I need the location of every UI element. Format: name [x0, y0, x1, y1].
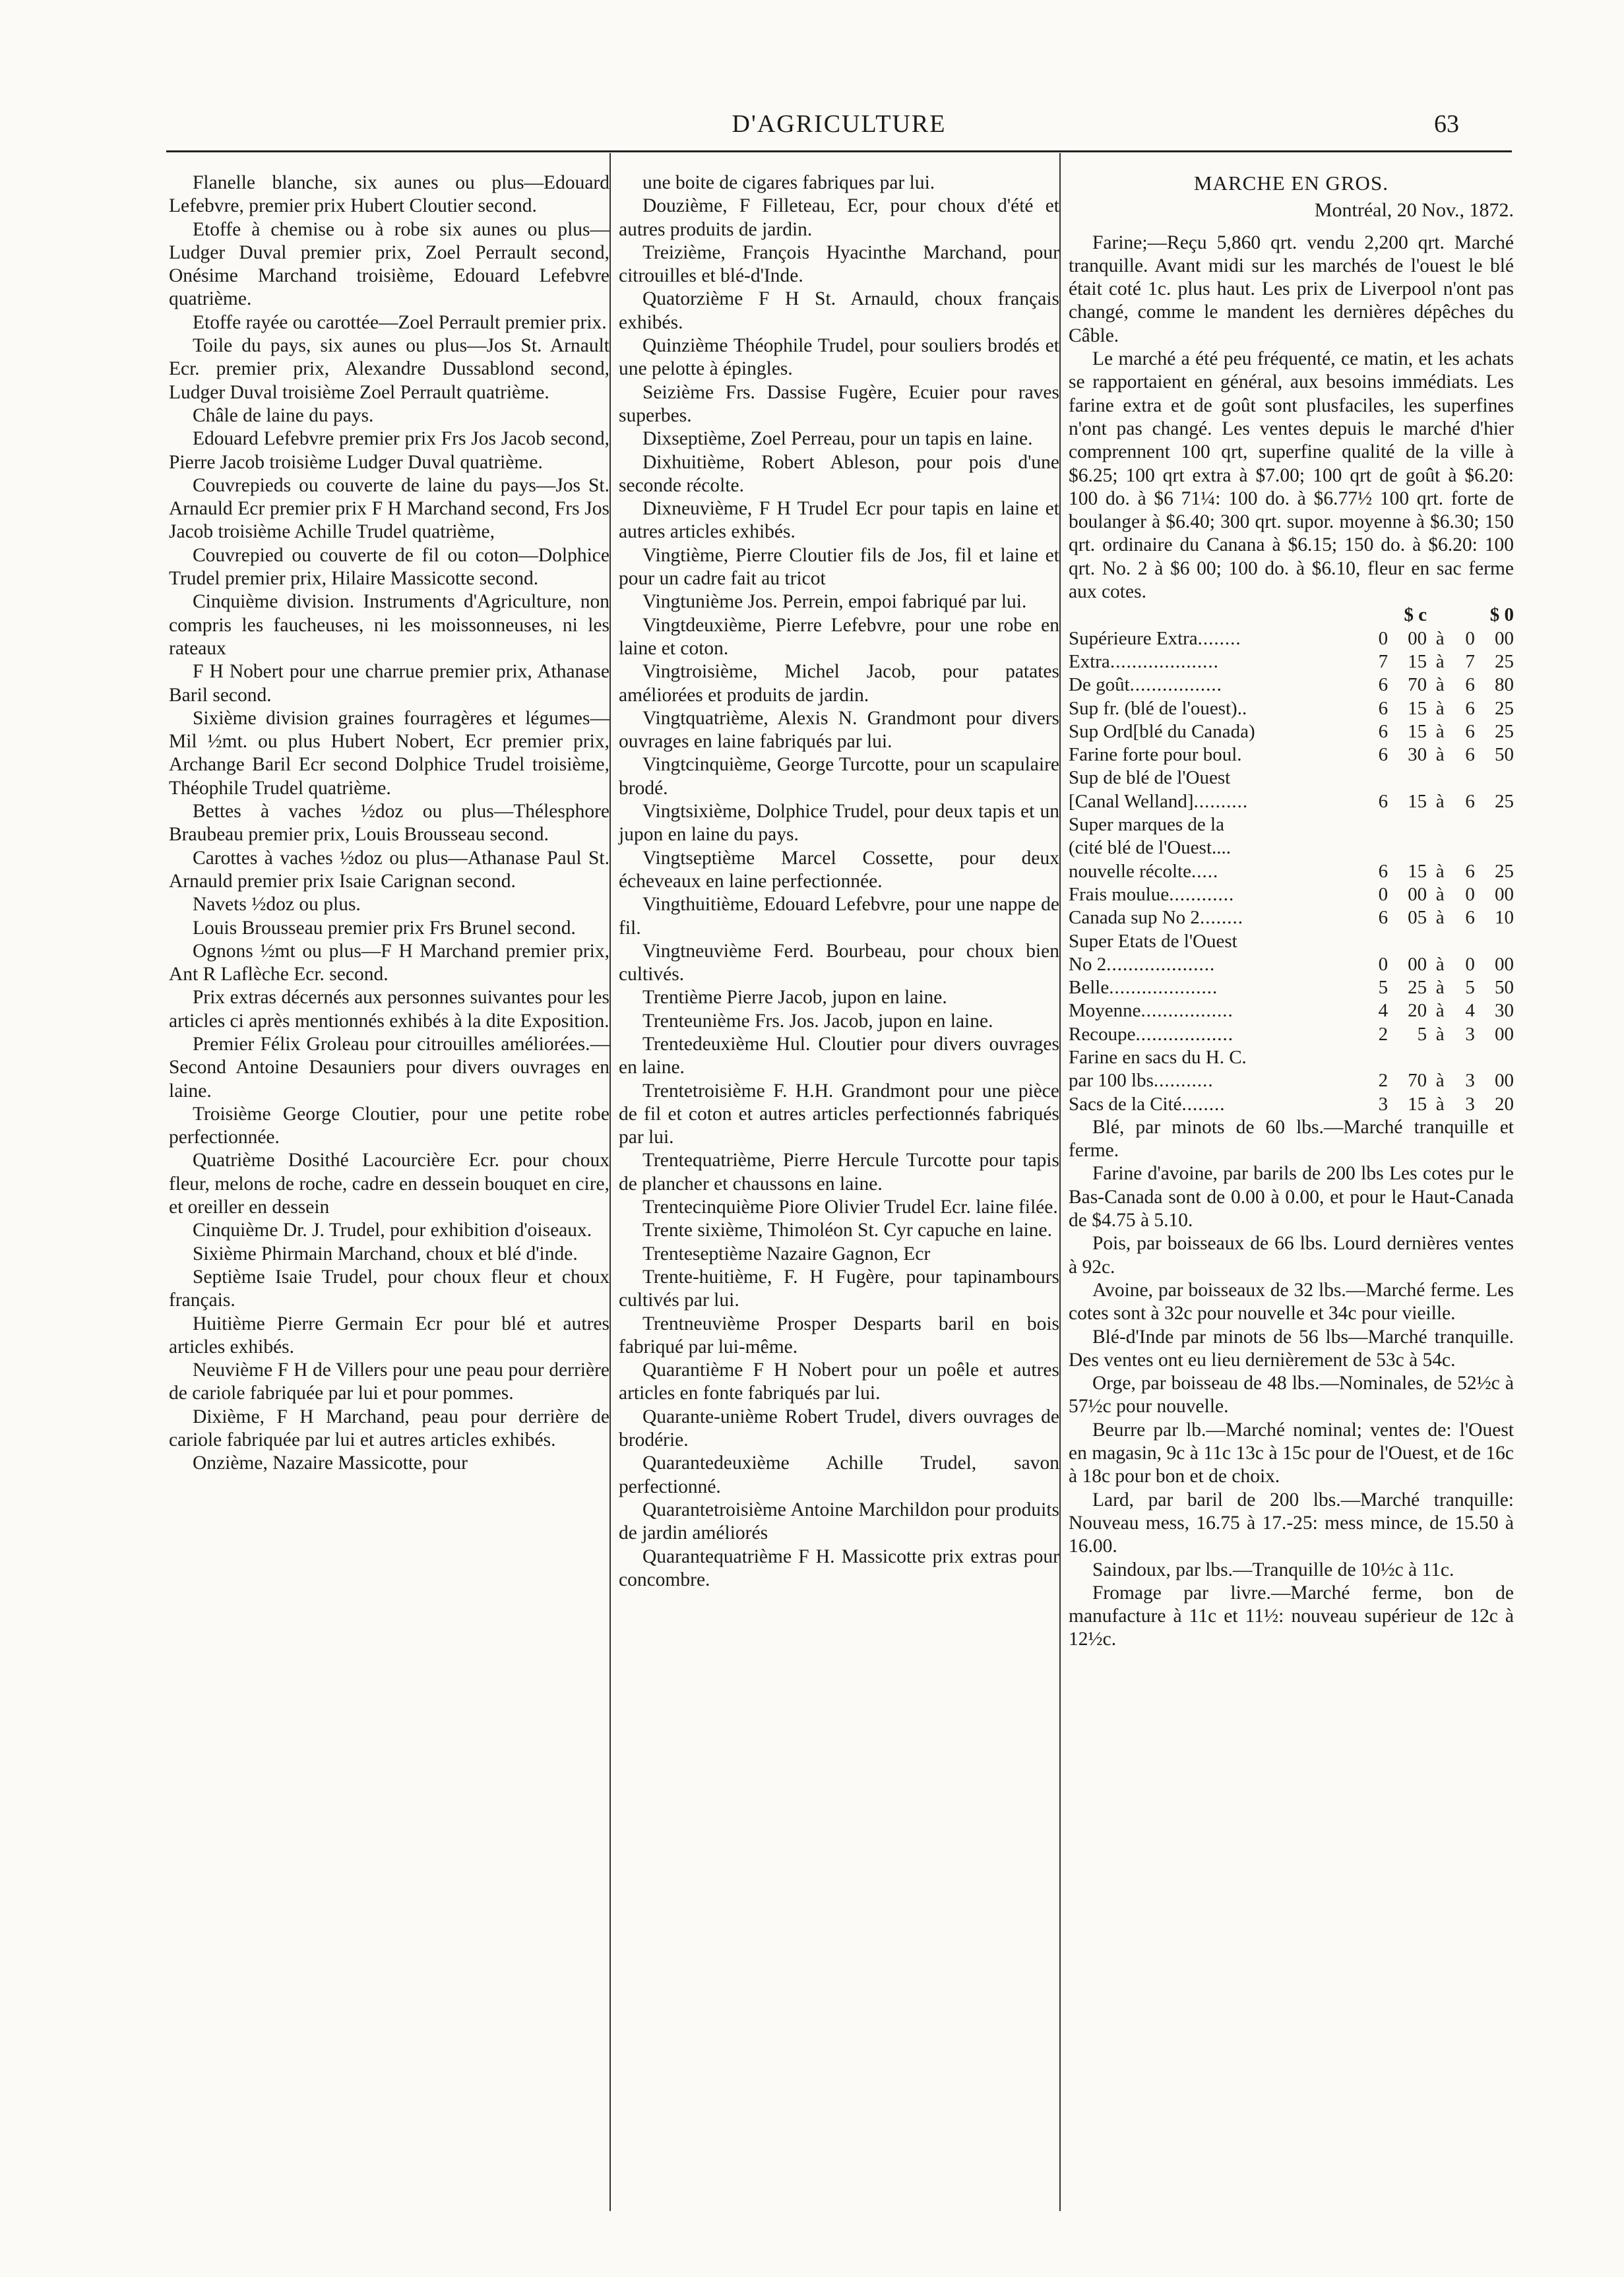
- price-label: Extra: [1069, 650, 1110, 672]
- prize-entry: Dixième, F H Marchand, peau pour derrière de cariole fabriquée par lui et autres articles exhibés.: [169, 1406, 609, 1451]
- price-separator: à: [1435, 1000, 1445, 1022]
- price-separator: [1427, 813, 1453, 836]
- price-table: [1069, 604, 1514, 1116]
- price-from-dollars: 6: [1378, 860, 1389, 882]
- price-label: Belle: [1069, 977, 1109, 999]
- prize-entry: Neuvième F H de Villers pour une peau pour derrière de cariole fabriquée par lui et pour pommes.: [169, 1359, 609, 1404]
- price-separator: à: [1435, 790, 1445, 812]
- dateline: Montréal, 20 Nov., 1872.: [1314, 199, 1514, 222]
- price-from-cents: 30: [1408, 744, 1427, 766]
- price-from-cents: 00: [1408, 883, 1427, 905]
- prize-entry: Edouard Lefebvre premier prix Frs Jos Jacob second, Pierre Jacob troisième Ludger Duval quatrième.: [169, 428, 609, 473]
- market-paragraph: Le marché a été peu fréquenté, ce matin, et les achats se rapportaient en général, aux besoins immédiats. Les farine extra et de goût sont plusfaciles, les superfines n'ont pas changé. Les ventes depuis le marché d'hier comprennent 100 qrt, superfine qualité de la ville à $6.25; 100 qrt extra à $7.00; 100 qrt de goût à $6.20: 100 do. à $6 71¼: 100 do. à $6.77½ 100 qrt. forte de boulanger à $6.40; 300 qrt. supor. moyenne à $6.30; 150 qrt. ordinaire du Canana à $6.15; 150 do. à $6.20: 100 qrt. No. 2 à $6 00; 100 do. à $6.10, fleur en sac ferme aux cotes.: [1069, 348, 1514, 603]
- prize-entry: Dixseptième, Zoel Perreau, pour un tapis en laine.: [642, 428, 1033, 450]
- market-paragraph: Lard, par baril de 200 lbs.—Marché tranquille: Nouveau mess, 16.75 à 17.-25: mess mince, de 15.50 à 16.00.: [1069, 1489, 1514, 1557]
- leader-dots: ....................: [1109, 977, 1218, 999]
- running-title: D'AGRICULTURE: [732, 110, 947, 138]
- prize-entry: Quarantequatrième F H. Massicotte prix extras pour concombre.: [619, 1545, 1059, 1590]
- price-to-cents: 00: [1495, 1023, 1514, 1045]
- market-paragraph: Saindoux, par lbs.—Tranquille de 10½c à 11c.: [1092, 1559, 1454, 1580]
- prize-entry: Carottes à vaches ½doz ou plus—Athanase Paul St. Arnauld premier prix Isaie Carignan second.: [169, 847, 609, 892]
- leader-dots: ..........: [1193, 790, 1249, 812]
- market-paragraph: Blé-d'Inde par minots de 56 lbs—Marché tranquille. Des ventes ont eu lieu dernièrement de 53c à 54c.: [1069, 1326, 1514, 1371]
- price-from-cents: 15: [1408, 720, 1427, 742]
- prize-entry: Onzième, Nazaire Massicotte, pour: [193, 1452, 468, 1474]
- prize-entry: Dixneuvième, F H Trudel Ecr pour tapis en laine et autres articles exhibés.: [619, 498, 1059, 543]
- price-to-dollars: [1453, 766, 1475, 790]
- prize-entry: Bettes à vaches ½doz ou plus—Thélesphore Braubeau premier prix, Louis Brousseau second.: [169, 801, 609, 846]
- market-paragraph: Farine d'avoine, par barils de 200 lbs Les cotes pur le Bas-Canada sont de 0.00 à 0.00, et pour le Haut-Canada de $4.75 à 5.10.: [1069, 1163, 1514, 1232]
- price-from-dollars: 6: [1378, 907, 1389, 929]
- leader-dots: .................: [1140, 1000, 1234, 1022]
- prize-entry: Cinquième division. Instruments d'Agriculture, non compris les faucheuses, ni les moissonneuses, ni les rateaux: [169, 591, 609, 659]
- price-row: [1069, 906, 1514, 929]
- price-from-dollars: 6: [1378, 697, 1389, 719]
- prize-entry: Vingtneuvième Ferd. Bourbeau, pour choux bien cultivés.: [619, 940, 1059, 985]
- price-row: [1069, 627, 1514, 650]
- price-label: Farine forte pour boul.: [1069, 744, 1242, 766]
- price-row: [1069, 999, 1514, 1022]
- price-to-dollars: 0: [1465, 953, 1475, 975]
- price-to-dollars: 0: [1465, 627, 1475, 649]
- price-from-cents: 15: [1408, 790, 1427, 812]
- market-paragraph: Orge, par boisseau de 48 lbs.—Nominales, de 52½c à 57½c pour nouvelle.: [1069, 1373, 1514, 1418]
- column-divider-1: [609, 153, 611, 2211]
- prize-entry: Trenteunième Frs. Jos. Jacob, jupon en laine.: [642, 1010, 993, 1032]
- price-from-cents: 70: [1408, 1070, 1427, 1092]
- price-from-cents: [1388, 930, 1427, 953]
- price-header-to: $ 0: [1489, 604, 1514, 626]
- price-separator: à: [1435, 1093, 1445, 1115]
- market-heading: MARCHE EN GROS.: [1194, 172, 1389, 195]
- price-label: Farine en sacs du H. C.: [1069, 1046, 1247, 1068]
- prize-entry: Huitième Pierre Germain Ecr pour blé et autres articles exhibés.: [169, 1313, 609, 1357]
- price-to-cents: 00: [1495, 953, 1514, 975]
- market-paragraph: Avoine, par boisseaux de 32 lbs.—Marché ferme. Les cotes sont à 32c pour nouvelle et 34c pour vieille.: [1069, 1279, 1514, 1325]
- price-row: [1069, 883, 1514, 906]
- price-label: Recoupe: [1069, 1023, 1136, 1045]
- price-label: Super marques de la: [1069, 814, 1224, 836]
- price-from-dollars: 2: [1378, 1023, 1389, 1045]
- prize-entry: Quarantième F H Nobert pour un poêle et autres articles en fonte fabriqués par lui.: [619, 1359, 1059, 1404]
- column-1: [169, 172, 609, 1476]
- price-to-cents: [1475, 766, 1514, 790]
- price-from-dollars: 6: [1378, 720, 1389, 742]
- price-to-cents: 80: [1495, 674, 1514, 696]
- price-separator: à: [1435, 860, 1445, 882]
- header-rule: [166, 150, 1512, 152]
- price-separator: à: [1435, 697, 1445, 719]
- price-row: [1069, 1069, 1514, 1092]
- price-label: (cité blé de l'Ouest....: [1069, 837, 1232, 859]
- price-label: Sup fr. (blé de l'ouest)..: [1069, 697, 1247, 719]
- price-separator: à: [1435, 650, 1445, 672]
- price-from-dollars: 0: [1378, 953, 1389, 975]
- price-label: par 100 lbs: [1069, 1070, 1154, 1092]
- market-paragraph: Blé, par minots de 60 lbs.—Marché tranquille et ferme.: [1069, 1116, 1514, 1162]
- price-from-dollars: 4: [1378, 1000, 1389, 1022]
- price-to-cents: 25: [1495, 697, 1514, 719]
- leader-dots: ....................: [1109, 650, 1219, 672]
- price-to-cents: 25: [1495, 720, 1514, 742]
- price-from-cents: [1388, 836, 1427, 859]
- price-row: [1069, 1023, 1514, 1046]
- market-paragraph: Fromage par livre.—Marché ferme, bon de manufacture à 11c et 11½: nouveau supérieur de 12c à 12½c.: [1069, 1582, 1514, 1650]
- price-row: [1069, 697, 1514, 720]
- prize-entry: Toile du pays, six aunes ou plus—Jos St. Arnault Ecr. premier prix, Alexandre Dussablond second, Ludger Duval troisième Zoel Perrault quatrième.: [169, 335, 609, 403]
- price-from-dollars: [1366, 766, 1388, 790]
- price-from-dollars: 6: [1378, 674, 1389, 696]
- prize-entry: Trentième Pierre Jacob, jupon en laine.: [642, 987, 947, 1009]
- price-header-from: $ c: [1404, 604, 1427, 626]
- price-label: De goût: [1069, 674, 1130, 696]
- price-from-dollars: 2: [1378, 1070, 1389, 1092]
- price-to-dollars: 3: [1465, 1093, 1475, 1115]
- prize-entry: une boite de cigares fabriques par lui.: [642, 172, 935, 193]
- price-from-cents: 15: [1408, 650, 1427, 672]
- prize-entry: Sixième division graines fourragères et légumes—Mil ½mt. ou plus Hubert Nobert, Ecr premier prix, Archange Baril Ecr second Dolphice Trudel troisième, Théophile Trudel quatrième.: [169, 707, 609, 799]
- market-intro: [1069, 232, 1514, 604]
- price-to-cents: 00: [1495, 1070, 1514, 1092]
- price-to-dollars: [1453, 1046, 1475, 1069]
- prize-entry: Treizième, François Hyacinthe Marchand, pour citrouilles et blé-d'Inde.: [619, 241, 1059, 287]
- page-number: 63: [1434, 110, 1459, 138]
- prize-entry: Douzième, F Filleteau, Ecr, pour choux d'été et autres produits de jardin.: [619, 195, 1059, 240]
- price-row: [1069, 976, 1514, 999]
- prize-entry: Seizième Frs. Dassise Fugère, Ecuier pour raves superbes.: [619, 381, 1059, 426]
- price-row: [1069, 720, 1514, 743]
- prize-entry: Louis Brousseau premier prix Frs Brunel second.: [193, 917, 576, 939]
- price-row: [1069, 790, 1514, 813]
- leader-dots: ........: [1199, 907, 1243, 929]
- price-from-cents: 15: [1408, 1093, 1427, 1115]
- price-label: Supérieure Extra: [1069, 627, 1198, 649]
- column-3: [1069, 172, 1514, 1652]
- price-label: [Canal Welland]: [1069, 790, 1194, 812]
- price-to-dollars: [1453, 813, 1475, 836]
- price-to-dollars: 6: [1465, 860, 1475, 882]
- leader-dots: .................: [1129, 674, 1222, 696]
- price-label: nouvelle récolte: [1069, 860, 1191, 882]
- prize-entry: Trentedeuxième Hul. Cloutier pour divers ouvrages en laine.: [619, 1033, 1059, 1078]
- price-separator: à: [1435, 720, 1445, 742]
- prize-entry: Septième Isaie Trudel, pour choux fleur et choux français.: [169, 1266, 609, 1311]
- price-separator: [1427, 930, 1453, 953]
- market-paragraph: Beurre par lb.—Marché nominal; ventes de: l'Ouest en magasin, 9c à 11c 13c à 15c pour de l'Ouest, et de 16c à 18c pour bon et de choix.: [1069, 1419, 1514, 1487]
- prize-entry: Trentetroisième F. H.H. Grandmont pour une pièce de fil et coton et autres articles perfectionnés fabriqués par lui.: [619, 1080, 1059, 1148]
- price-label: Moyenne: [1069, 1000, 1141, 1022]
- prize-entry: Premier Félix Groleau pour citrouilles améliorées.—Second Antoine Desauniers pour divers ouvrages en laine.: [169, 1033, 609, 1102]
- prize-entry: Trentecinquième Piore Olivier Trudel Ecr. laine filée.: [642, 1197, 1058, 1218]
- price-to-cents: 50: [1495, 744, 1514, 766]
- price-to-cents: [1475, 1046, 1514, 1069]
- price-to-dollars: 7: [1465, 650, 1475, 672]
- price-row: [1069, 813, 1514, 836]
- price-from-cents: [1388, 766, 1427, 790]
- price-from-dollars: 7: [1378, 650, 1389, 672]
- price-to-cents: 25: [1495, 650, 1514, 672]
- price-to-cents: 25: [1495, 790, 1514, 812]
- prize-entry: Vingtcinquième, George Turcotte, pour un scapulaire brodé.: [619, 754, 1059, 799]
- prize-entry: Ognons ½mt ou plus—F H Marchand premier prix, Ant R Laflèche Ecr. second.: [169, 940, 609, 985]
- price-row: [1069, 673, 1514, 697]
- price-to-cents: 10: [1495, 907, 1514, 929]
- price-to-cents: 00: [1495, 627, 1514, 649]
- price-to-cents: 50: [1495, 977, 1514, 999]
- price-to-cents: 25: [1495, 860, 1514, 882]
- price-separator: à: [1435, 907, 1445, 929]
- price-from-cents: 20: [1408, 1000, 1427, 1022]
- page-header: [166, 109, 1512, 149]
- leader-dots: .....: [1191, 860, 1219, 882]
- price-to-cents: [1475, 813, 1514, 836]
- price-to-dollars: 4: [1465, 1000, 1475, 1022]
- prize-entry: Châle de laine du pays.: [193, 404, 374, 426]
- prize-entry: Flanelle blanche, six aunes ou plus—Edouard Lefebvre, premier prix Hubert Cloutier second.: [169, 172, 609, 217]
- price-to-dollars: 5: [1465, 977, 1475, 999]
- price-from-dollars: 0: [1378, 627, 1389, 649]
- prize-entry: Quinzième Théophile Trudel, pour souliers brodés et une pelotte à épingles.: [619, 335, 1059, 380]
- price-from-dollars: [1366, 930, 1388, 953]
- prize-entry: Vingtième, Pierre Cloutier fils de Jos, fil et laine et pour un cadre fait au tricot: [619, 544, 1059, 590]
- price-to-dollars: 3: [1465, 1023, 1475, 1045]
- column-2: [619, 172, 1059, 1592]
- price-to-cents: 20: [1495, 1093, 1514, 1115]
- price-to-cents: 30: [1495, 1000, 1514, 1022]
- price-label: Frais moulue: [1069, 883, 1170, 905]
- prize-entry: Vingthuitième, Edouard Lefebvre, pour une nappe de fil.: [619, 894, 1059, 939]
- price-separator: à: [1435, 1070, 1445, 1092]
- price-from-cents: [1388, 1046, 1427, 1069]
- price-from-cents: 00: [1408, 627, 1427, 649]
- price-from-dollars: 5: [1378, 977, 1389, 999]
- price-label: Sup de blé de l'Ouest: [1069, 767, 1231, 789]
- price-from-dollars: [1366, 836, 1388, 859]
- price-label: Super Etats de l'Ouest: [1069, 930, 1237, 952]
- prize-entry: Couvrepieds ou couverte de laine du pays—Jos St. Arnauld Ecr premier prix F H Marchand second, Frs Jos Jacob troisième Achille Trudel quatrième,: [169, 474, 609, 543]
- price-label: Sacs de la Cité: [1069, 1093, 1182, 1115]
- price-to-cents: [1475, 930, 1514, 953]
- price-to-dollars: 6: [1465, 720, 1475, 742]
- price-from-cents: 5: [1417, 1023, 1427, 1045]
- prize-entry: Sixième Phirmain Marchand, choux et blé d'inde.: [193, 1243, 578, 1264]
- leader-dots: ........: [1197, 627, 1241, 649]
- price-from-cents: 70: [1408, 674, 1427, 696]
- price-table-header: [1069, 604, 1514, 627]
- price-from-cents: 15: [1408, 697, 1427, 719]
- leader-dots: ....................: [1106, 953, 1216, 975]
- price-from-dollars: 6: [1378, 744, 1389, 766]
- prize-entry: Trentequatrième, Pierre Hercule Turcotte pour tapis de plancher et chaussons en laine.: [619, 1150, 1059, 1195]
- leader-dots: ............: [1169, 883, 1235, 905]
- price-separator: à: [1435, 1023, 1445, 1045]
- price-separator: à: [1435, 977, 1445, 999]
- leader-dots: ........: [1181, 1093, 1226, 1115]
- price-from-dollars: 0: [1378, 883, 1389, 905]
- price-separator: à: [1435, 953, 1445, 975]
- prize-entry: Quarante-unième Robert Trudel, divers ouvrages de brodérie.: [619, 1406, 1059, 1451]
- price-row: [1069, 860, 1514, 883]
- prize-entry: Vingtunième Jos. Perrein, empoi fabriqué par lui.: [642, 591, 1027, 613]
- prize-entry: Vingtroisième, Michel Jacob, pour patates améliorées et produits de jardin.: [619, 661, 1059, 706]
- price-from-cents: [1388, 813, 1427, 836]
- price-row: [1069, 650, 1514, 673]
- price-row: [1069, 930, 1514, 953]
- prize-entry: Vingtseptième Marcel Cossette, pour deux écheveaux en laine perfectionnée.: [619, 847, 1059, 892]
- price-from-dollars: 6: [1378, 790, 1389, 812]
- prize-entry: Dixhuitième, Robert Ableson, pour pois d'une seconde récolte.: [619, 451, 1059, 496]
- price-to-cents: [1475, 836, 1514, 859]
- prize-entry: Trente sixième, Thimoléon St. Cyr capuche en laine.: [642, 1220, 1053, 1241]
- column-divider-2: [1059, 153, 1061, 2211]
- price-from-dollars: 3: [1378, 1093, 1389, 1115]
- price-to-dollars: 3: [1465, 1070, 1475, 1092]
- price-to-cents: 00: [1495, 883, 1514, 905]
- price-separator: [1427, 836, 1453, 859]
- prize-entry: Quarantetroisième Antoine Marchildon pour produits de jardin améliorés: [619, 1499, 1059, 1544]
- prize-entry: Couvrepied ou couverte de fil ou coton—Dolphice Trudel premier prix, Hilaire Massicotte second.: [169, 544, 609, 590]
- price-separator: [1427, 1046, 1453, 1069]
- price-to-dollars: [1453, 930, 1475, 953]
- market-paragraph: Farine;—Reçu 5,860 qrt. vendu 2,200 qrt. Marché tranquille. Avant midi sur les marchés de l'ouest le blé était coté 1c. plus haut. Les prix de Liverpool n'ont pas changé, comme le mandent les dernières dépêches du Câble.: [1069, 232, 1514, 346]
- price-to-dollars: [1453, 836, 1475, 859]
- price-from-cents: 05: [1408, 907, 1427, 929]
- price-label: No 2: [1069, 953, 1107, 975]
- price-from-cents: 15: [1408, 860, 1427, 882]
- price-separator: à: [1435, 674, 1445, 696]
- prize-entry: Trentneuvième Prosper Desparts baril en bois fabriqué par lui-même.: [619, 1313, 1059, 1357]
- price-row: [1069, 836, 1514, 859]
- price-to-dollars: 6: [1465, 697, 1475, 719]
- market-paragraph: Pois, par boisseaux de 66 lbs. Lourd dernières ventes à 92c.: [1069, 1233, 1514, 1278]
- price-label: Canada sup No 2: [1069, 907, 1200, 929]
- price-to-dollars: 0: [1465, 883, 1475, 905]
- prize-entry: Quatrième Dosithé Lacourcière Ecr. pour choux fleur, melons de roche, cadre en dessein bouquet en cire, et oreiller en dessein: [169, 1150, 609, 1218]
- prize-entry: Cinquième Dr. J. Trudel, pour exhibition d'oiseaux.: [193, 1220, 592, 1241]
- market-reports: [1069, 1116, 1514, 1652]
- price-row: [1069, 1046, 1514, 1069]
- prize-entry: F H Nobert pour une charrue premier prix, Athanase Baril second.: [169, 661, 609, 706]
- price-separator: à: [1435, 627, 1445, 649]
- price-separator: à: [1435, 744, 1445, 766]
- prize-entry: Etoffe rayée ou carottée—Zoel Perrault premier prix.: [193, 311, 607, 333]
- price-separator: [1427, 766, 1453, 790]
- leader-dots: ...........: [1153, 1070, 1214, 1092]
- leader-dots: ..................: [1135, 1023, 1234, 1045]
- price-to-dollars: 6: [1465, 907, 1475, 929]
- price-from-dollars: [1366, 813, 1388, 836]
- prize-entry: Trente-huitième, F. H Fugère, pour tapinambours cultivés par lui.: [619, 1266, 1059, 1311]
- price-to-dollars: 6: [1465, 674, 1475, 696]
- prize-entry: Vingtdeuxième, Pierre Lefebvre, pour une robe en laine et coton.: [619, 614, 1059, 659]
- price-from-cents: 00: [1408, 953, 1427, 975]
- price-row: [1069, 953, 1514, 976]
- price-separator: à: [1435, 883, 1445, 905]
- price-from-cents: 25: [1408, 977, 1427, 999]
- price-to-dollars: 6: [1465, 744, 1475, 766]
- price-label: Sup Ord[blé du Canada): [1069, 720, 1255, 742]
- prize-entry: Quatorzième F H St. Arnauld, choux français exhibés.: [619, 288, 1059, 333]
- price-to-dollars: 6: [1465, 790, 1475, 812]
- price-from-dollars: [1366, 1046, 1388, 1069]
- prize-entry: Etoffe à chemise ou à robe six aunes ou plus—Ludger Duval premier prix, Zoel Perrault second, Onésime Marchand troisième, Edouard Lefebvre quatrième.: [169, 218, 609, 310]
- prize-entry: Quarantedeuxième Achille Trudel, savon perfectionné.: [619, 1452, 1059, 1497]
- prize-entry: Vingtsixième, Dolphice Trudel, pour deux tapis et un jupon en laine du pays.: [619, 801, 1059, 846]
- prize-entry: Prix extras décernés aux personnes suivantes pour les articles ci après mentionnés exhibés à la dite Exposition.: [169, 987, 609, 1032]
- price-row: [1069, 1093, 1514, 1116]
- prize-entry: Navets ½doz ou plus.: [193, 894, 361, 916]
- prize-entry: Vingtquatrième, Alexis N. Grandmont pour divers ouvrages en laine fabriqués par lui.: [619, 707, 1059, 753]
- price-row: [1069, 766, 1514, 790]
- price-row: [1069, 743, 1514, 766]
- prize-entry: Trenteseptième Nazaire Gagnon, Ecr: [642, 1243, 931, 1264]
- prize-entry: Troisième George Cloutier, pour une petite robe perfectionnée.: [169, 1103, 609, 1148]
